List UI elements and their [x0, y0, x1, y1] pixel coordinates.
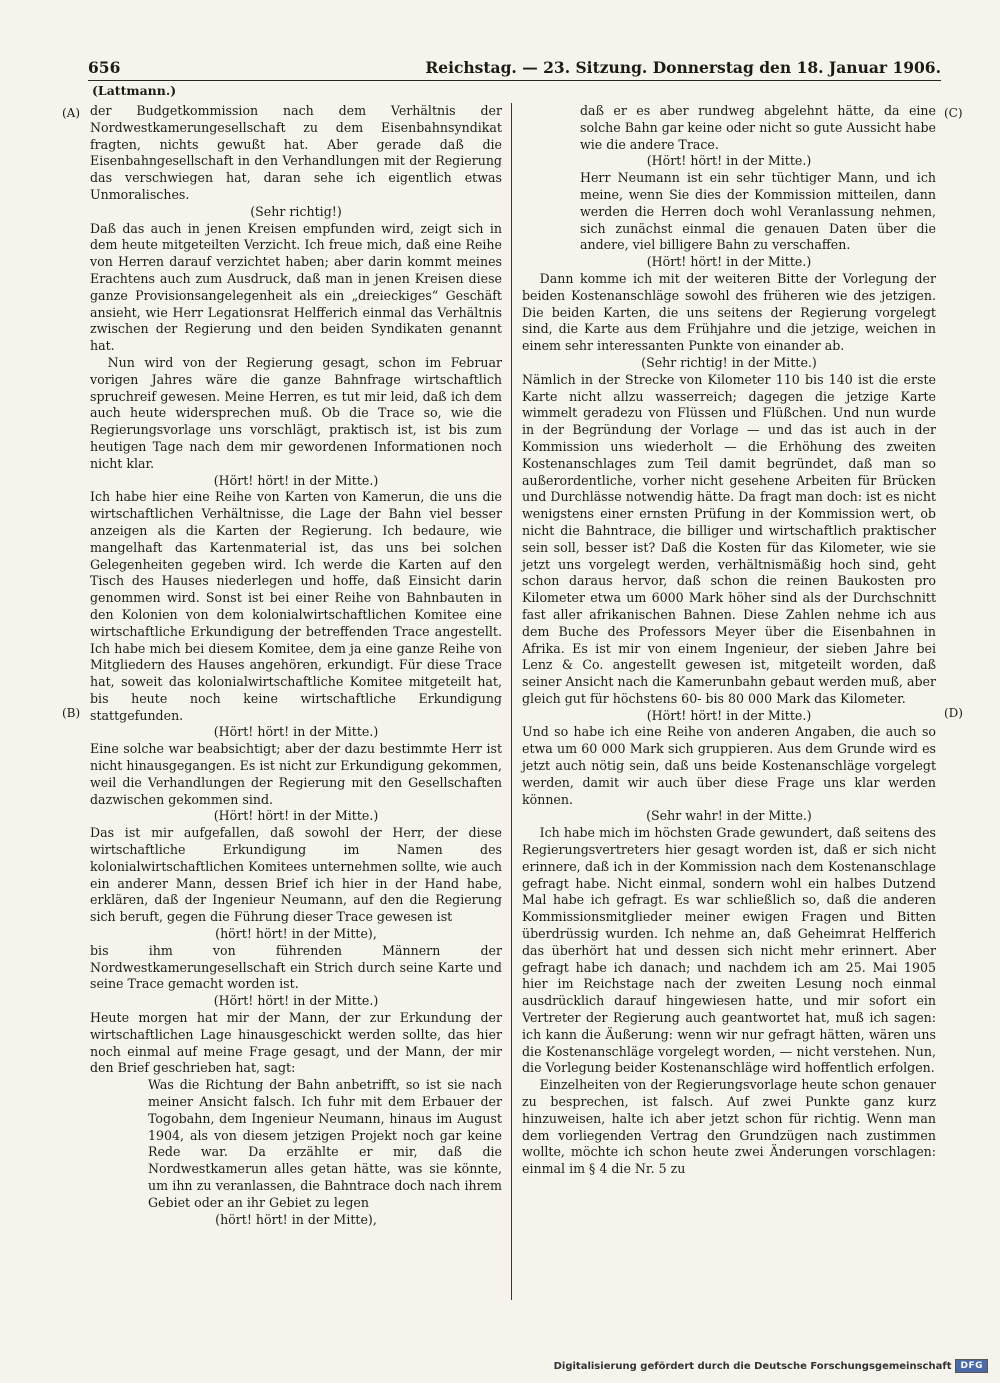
paragraph: Nun wird von der Regierung gesagt, schon im Februar vorigen Jahres wäre die ganze Bahnfrage wirtschaftlich spruchreif gewesen. Meine Herren, es tut mir leid, daß ich dem auch heute widersprechen muß. Ob die Trace so, wie die Regierungsvorlage uns vorschlägt, praktisch ist, ist bis zum heutigen Tage nach dem mir gewordenen Informationen noch nicht klar. [90, 354, 502, 471]
interjection: (Sehr wahr! in der Mitte.) [646, 808, 812, 824]
footer-text: Digitalisierung gefördert durch die Deutsche Forschungsgemeinschaft [553, 1360, 952, 1372]
page-number: 656 [88, 58, 121, 77]
interjection: (Hört! hört! in der Mitte.) [213, 472, 379, 488]
interjection: (Hört! hört! in der Mitte.) [646, 153, 812, 169]
margin-mark-a: (A) [62, 106, 81, 120]
quotation-continued: daß er es aber rundweg abgelehnt hätte, da eine solche Bahn gar keine oder nicht so gute Aussicht habe wie die andere Trace. [580, 103, 936, 152]
paragraph: Nämlich in der Strecke von Kilometer 110 bis 140 ist die erste Karte nicht allzu wasserreich; dagegen die jetzige Karte wimmelt geradezu von Flüssen und Flüßchen. Und nun wurde in der Begründung der Vorlage — und das ist auch in der Kommission uns wiederholt — die Erhöhung des zweiten Kostenanschlages zum Teil damit begründet, daß man so außerordentliche, vorher nicht gesehene Arbeiten für Brücken und Durchlässe notwendig hätte. Da fragt man doch: ist es nicht wenigstens einer ernsten Prüfung in der Kommission wert, ob nicht die Bahntrace, die billiger und wirtschaftlich praktischer sein soll, besser ist? Daß die Kosten für das Kilometer, wie sie jetzt uns vorgelegt werden, verhältnismäßig hoch sind, geht schon daraus hervor, daß schon die reinen Baukosten pro Kilometer etwa um 6000 Mark höher sind als der Durchschnitt fast aller afrikanischen Bahnen. Diese Zahlen nehme ich aus dem Buche des Professors Meyer über die Eisenbahnen in Afrika. Es ist mir von einem Ingenieur, der sieben Jahre bei Lenz & Co. angestellt gewesen ist, mitgeteilt worden, daß seiner Ansicht nach die Kamerunbahn gebaut werden muß, aber gleich gut für höchstens 60- bis 80 000 Mark das Kilometer. [522, 371, 936, 706]
interjection: (Hört! hört! in der Mitte.) [213, 993, 379, 1009]
interjection: (Hört! hört! in der Mitte.) [646, 707, 812, 723]
quotation: Was die Richtung der Bahn anbetrifft, so ist sie nach meiner Ansicht falsch. Ich fuhr mit dem Erbauer der Togobahn, dem Ingenieur Neumann, hinaus im August 1904, als von diesem jetzigen Projekt noch gar keine Rede war. Da erzählte er mir, daß die Nordwestkamerun alles getan hätte, was sie könnte, um ihn zu veranlassen, die Bahntrace doch nach ihrem Gebiet oder an ihr Gebiet zu legen [148, 1077, 502, 1210]
interjection: (Sehr richtig!) [250, 203, 342, 219]
paragraph: Ich habe mich im höchsten Grade gewundert, daß seitens des Regierungsvertreters hier gesagt worden ist, daß er sich nicht erinnere, daß ich in der Kommission nach dem Kostenanschlage gefragt habe. Nicht einmal, sondern wohl ein halbes Dutzend Mal habe ich gefragt. Es war schließlich so, daß die anderen Kommissionsmitglieder meiner ewigen Fragen und Bitten überdrüssig wurden. Ich nehme an, daß Geheimrat Helfferich das überhört hat und dessen sich nicht mehr erinnert. Aber gefragt habe ich danach; und nachdem ich am 25. Mai 1905 hier im Reichstage nach der zweiten Lesung noch einmal ausdrücklich darauf hingewiesen hatte, und mir sofort ein Vertreter der Regierung auch geantwortet hat, muß ich sagen: ich kann die Äußerung: wenn wir nur gefragt hätten, wären uns die Kostenanschläge vorgelegt worden, — nicht verstehen. Nun, die Vorlegung beider Kostenanschläge wird hoffentlich erfolgen. [522, 825, 936, 1076]
interjection: (Sehr richtig! in der Mitte.) [641, 354, 817, 370]
left-column [90, 103, 502, 1228]
header-rule [88, 80, 941, 81]
interjection: (Hört! hört! in der Mitte.) [213, 808, 379, 824]
paragraph: der Budgetkommission nach dem Verhältnis der Nordwestkamerungesellschaft zu dem Eisenbahnsyndikat fragten, nichts gewußt hat. Aber gerade daß die Eisenbahngesellschaft in den Verhandlungen mit der Regierung das verschwiegen hat, daran sehe ich eigentlich etwas Unmoralisches. [90, 103, 502, 202]
page-header [88, 58, 941, 80]
running-title: Reichstag. — 23. Sitzung. Donnerstag den 18. Januar 1906. [425, 58, 941, 77]
margin-mark-d: (D) [944, 706, 963, 720]
paragraph: Heute morgen hat mir der Mann, der zur Erkundung der wirtschaftlichen Lage hinausgeschickt werden sollte, das hier noch einmal auf meine Frage gesagt, und der Mann, der mir den Brief geschrieben hat, sagt: [90, 1010, 502, 1076]
interjection: (hört! hört! in der Mitte), [215, 1211, 377, 1227]
speaker-name: (Lattmann.) [92, 83, 177, 98]
interjection: (Hört! hört! in der Mitte.) [213, 724, 379, 740]
paragraph: Einzelheiten von der Regierungsvorlage heute schon genauer zu besprechen, ist falsch. Auf zwei Punkte ganz kurz hinzuweisen, halte ich aber jetzt schon für richtig. Wenn man dem vorliegenden Vertrag den Grundzügen nach zustimmen wollte, möchte ich schon heute zwei Änderungen vorschlagen: einmal im § 4 die Nr. 5 zu [522, 1077, 936, 1177]
paragraph: Das ist mir aufgefallen, daß sowohl der Herr, der diese wirtschaftliche Erkundigung im Namen des kolonialwirtschaftlichen Komitees unternehmen sollte, wie auch ein anderer Mann, dessen Brief ich hier in der Hand habe, erklären, daß der Ingenieur Neumann, auf den die Regierung sich beruft, gegen die Führung dieser Trace gewesen ist [90, 825, 502, 925]
quotation-continued: Herr Neumann ist ein sehr tüchtiger Mann, und ich meine, wenn Sie dies der Kommission mitteilen, dann werden die Herren doch wohl Veranlassung nehmen, sich zunächst einmal die genauen Daten über die andere, viel billigere Bahn zu verschaffen. [580, 170, 936, 253]
column-divider [511, 103, 512, 1300]
paragraph: Dann komme ich mit der weiteren Bitte der Vorlegung der beiden Kostenanschläge sowohl des früheren wie des jetzigen. Die beiden Karten, die uns seitens der Regierung vorgelegt sind, die Karte aus dem Frühjahre und die jetzige, weichen in einem sehr interessanten Punkte von einander ab. [522, 270, 936, 354]
margin-mark-c: (C) [944, 106, 963, 120]
paragraph: Eine solche war beabsichtigt; aber der dazu bestimmte Herr ist nicht hinausgegangen. Es ist nicht zur Erkundigung gekommen, weil die Verhandlungen der Regierung mit den Gesellschaften dazwischen gekommen sind. [90, 741, 502, 807]
dfg-logo-icon: DFG [955, 1359, 988, 1373]
paragraph: bis ihm von führenden Männern der Nordwestkamerungesellschaft ein Strich durch seine Karte und seine Trace gemacht worden ist. [90, 942, 502, 992]
margin-mark-b: (B) [62, 706, 81, 720]
paragraph: Und so habe ich eine Reihe von anderen Angaben, die auch so etwa um 60 000 Mark sich gruppieren. Aus dem Grunde wird es jetzt auch nötig sein, daß uns beide Kostenanschläge vorgelegt werden, damit wir auch über diese Frage uns klar werden können. [522, 724, 936, 807]
paragraph: Ich habe hier eine Reihe von Karten von Kamerun, die uns die wirtschaftlichen Verhältnisse, die Lage der Bahn viel besser anzeigen als die Karten der Regierung. Ich bedaure, wie mangelhaft das Kartenmaterial ist, das uns bei solchen Gelegenheiten gegeben wird. Ich werde die Karten auf den Tisch des Hauses niederlegen und hoffe, daß Einsicht darin genommen wird. Sonst ist bei einer Reihe von Bahnbauten in den Kolonien von dem kolonialwirtschaftlichen Komitee eine wirtschaftliche Erkundigung der betreffenden Trace angestellt. Ich habe mich bei diesem Komitee, dem ja eine ganze Reihe von Mitgliedern des Hauses angehören, erkundigt. Für diese Trace hat, soweit das kolonialwirtschaftliche Komitee mitgeteilt hat, bis heute noch keine wirtschaftliche Erkundigung stattgefunden. [90, 489, 502, 723]
footer-credit [554, 1359, 988, 1373]
right-column [522, 103, 936, 1178]
interjection: (hört! hört! in der Mitte), [215, 926, 377, 942]
interjection: (Hört! hört! in der Mitte.) [646, 254, 812, 270]
paragraph: Daß das auch in jenen Kreisen empfunden wird, zeigt sich in dem heute mitgeteilten Verzicht. Ich freue mich, daß eine Reihe von Herren darauf verzichtet haben; aber darin kommt meines Erachtens auch zum Ausdruck, daß man in jenen Kreisen diese ganze Provisionsangelegenheit als ein „dreieckiges“ Geschäft ansieht, wie Herr Legationsrat Helfferich einmal das Verhältnis zwischen der Regierung und den beiden Syndikaten genannt hat. [90, 220, 502, 354]
